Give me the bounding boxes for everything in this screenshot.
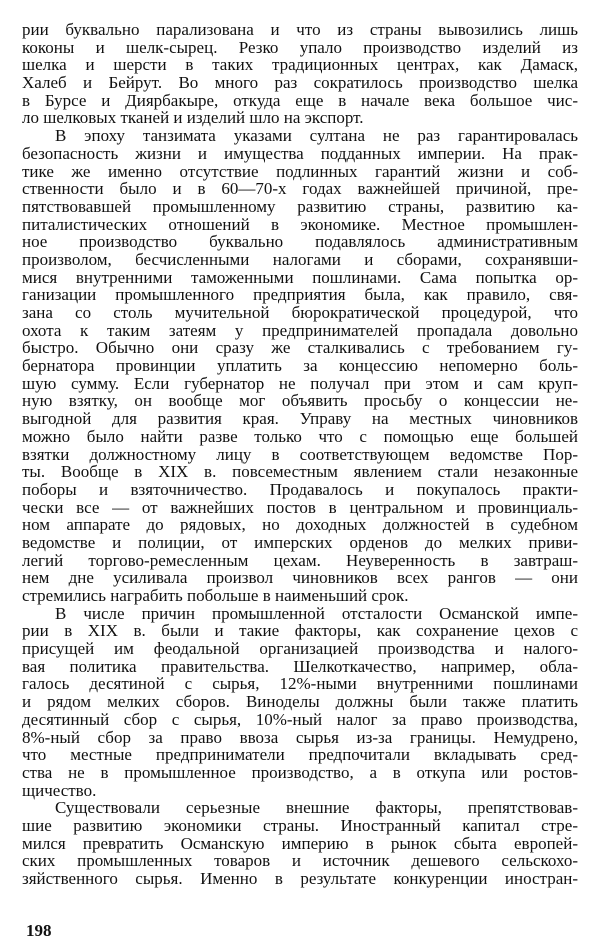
text-line: что местные предприниматели предпочитали вкладывать сред- [22, 745, 578, 765]
text-line: В числе причин промышленной отсталости Османской импе- [55, 603, 578, 623]
paragraph [22, 21, 578, 127]
text-line: рии буквально парализована и что из страны вывозились лишь [22, 20, 578, 39]
text-line: ства не в промышленное производство, а в откупа или ростов- [22, 762, 578, 782]
text-line: стремились награбить побольше в наименьший срок. [22, 586, 409, 605]
text-line: мился превратить Османскую империю в рынок сбыта европей- [22, 833, 578, 853]
book-page-text [22, 21, 578, 888]
text-line: ном аппарате до рядовых, но доходных должностей в судебном [22, 515, 578, 535]
text-line: шую сумму. Если губернатор не получал при этом и сам круп- [22, 373, 578, 393]
text-line: в Бурсе и Диярбакыре, откуда еще в начале века большое чис- [22, 90, 578, 110]
text-line: присущей им феодальной организацией производства и налого- [22, 639, 578, 659]
text-line: шие развитию экономики страны. Иностранный капитал стре- [22, 815, 578, 835]
text-line: вая политика правительства. Шелкоткачество, например, обла- [22, 656, 578, 676]
text-line: Халеб и Бейрут. Во много раз сократилось производство шелка [22, 73, 578, 93]
text-line: ную взятку, он вообще мог объявить просьбу о концессии не- [22, 391, 578, 411]
text-line: десятинный сбор с сырья, 10%-ный налог за право производства, [22, 709, 578, 729]
text-line: ты. Вообще в XIX в. повсеместным явлением стали незаконные [22, 462, 578, 482]
text-line: и рядом мелких сборов. Виноделы должны были также платить [22, 692, 578, 712]
paragraph [22, 799, 578, 887]
text-line: легий торгово-ремесленным цехам. Неуверенность в завтраш- [22, 550, 578, 570]
text-line: галось десятиной с сырья, 12%-ными внутренними пошлинами [22, 674, 578, 694]
paragraph [22, 605, 578, 800]
text-line: быстро. Обычно они сразу же сталкивались с требованием гу- [22, 338, 578, 358]
text-line: охота к таким затеям у предпринимателей пропадала довольно [22, 320, 578, 340]
text-line: можно было найти разве только что с помощью еще большей [22, 426, 578, 446]
text-line: ских промышленных товаров и источник дешевого сельскохо- [22, 851, 578, 871]
text-line: зана со столь мучительной бюрократической процедурой, что [22, 303, 578, 322]
text-line: коконы и шелк-сырец. Резко упало производство изделий из [22, 37, 578, 57]
text-line: выгодной для развития края. Управу на местных чиновников [22, 409, 578, 429]
text-line: рии в XIX в. были и такие факторы, как сохранение цехов с [22, 621, 578, 641]
text-line: питалистических отношений в экономике. Местное промышлен- [22, 214, 578, 234]
text-line: ведомстве и полиции, от имперских орденов до мелких приви- [22, 532, 578, 552]
paragraph [22, 127, 578, 605]
text-line: произволом, бесчисленными налогами и сборами, сохранявши- [22, 249, 578, 269]
text-line: взятки должностному лицу в соответствующем ведомстве Пор- [22, 444, 578, 464]
text-line: мися внутренними таможенными пошлинами. Сама попытка ор- [22, 267, 578, 287]
text-line: щичество. [22, 780, 97, 800]
text-line: ганизации промышленного предприятия была, как правило, свя- [22, 285, 578, 305]
text-line: пятствовавшей промышленному развитию страны, развитию ка- [22, 196, 578, 216]
text-line: чески все — от важнейших постов в центральном и провинциаль- [22, 497, 578, 517]
text-line: безопасность жизни и имущества подданных империи. На прак- [22, 143, 578, 163]
text-line: шелка и шерсти в таких традиционных центрах, как Дамаск, [22, 55, 578, 75]
text-line: бернатора провинции уплатить за концессию непомерно боль- [22, 356, 578, 376]
text-line: В эпоху танзимата указами султана не раз гарантировалась [55, 126, 578, 146]
text-line: тике же именно отсутствие подлинных гарантий жизни и соб- [22, 161, 578, 181]
text-line: зяйственного сырья. Именно в результате конкуренции иностран- [22, 869, 578, 888]
text-line: поборы и взяточничество. Продавалось и покупалось практи- [22, 479, 578, 499]
page-number: 198 [26, 921, 52, 940]
text-line: нем дне усиливала произвол чиновников всех рангов — они [22, 568, 578, 588]
text-line: ственности было и в 60—70-х годах важнейшей причиной, пре- [22, 179, 578, 199]
text-line: 8%-ный сбор за право ввоза сырья из-за границы. Немудрено, [22, 727, 578, 747]
text-line: Существовали серьезные внешние факторы, препятствовав- [55, 798, 578, 818]
text-line: ло шелковых тканей и изделий шло на экспорт. [22, 108, 364, 128]
text-line: ное производство буквально подавлялось административным [22, 232, 578, 252]
